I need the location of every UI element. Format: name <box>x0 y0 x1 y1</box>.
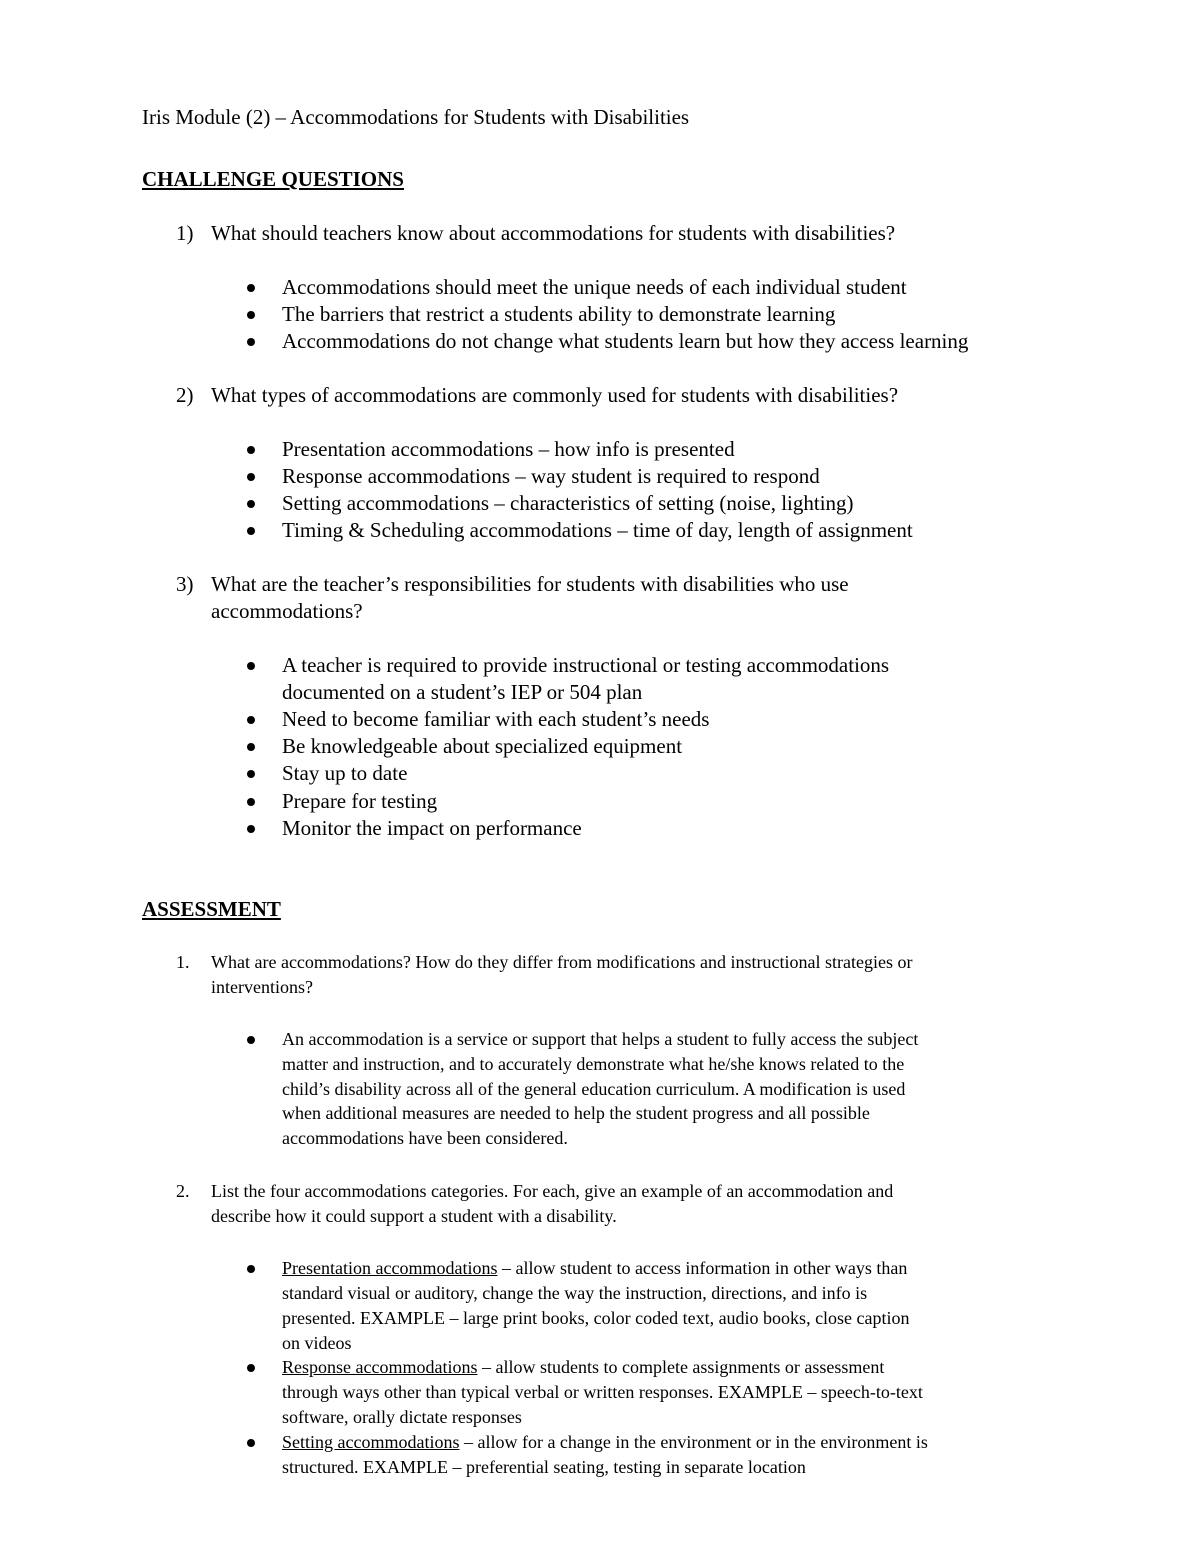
q2-bullet-text: Timing & Scheduling accommodations – time of day, length of assignment <box>282 518 913 542</box>
response-line: software, orally dictate responses <box>282 1407 522 1427</box>
presentation-line: on videos <box>282 1333 352 1353</box>
q3-bullet <box>247 815 582 842</box>
q2-bullet <box>247 436 735 463</box>
q1-bullet-text: Accommodations should meet the unique needs of each individual student <box>282 275 907 299</box>
presentation-line: presented. EXAMPLE – large print books, color coded text, audio books, close caption <box>282 1308 910 1328</box>
q1-bullet-text: The barriers that restrict a students ability to demonstrate learning <box>282 302 836 326</box>
question-2-text: What types of accommodations are commonly used for students with disabilities? <box>211 383 899 407</box>
response-term: Response accommodations <box>282 1357 478 1377</box>
q2-bullet <box>247 463 820 490</box>
q3-bullet-text: Prepare for testing <box>282 789 438 813</box>
a1-answer-line: An accommodation is a service or support that helps a student to fully access the subject <box>282 1029 919 1049</box>
q3-bullet <box>247 788 437 815</box>
q1-bullet <box>247 301 835 328</box>
a1-answer-line: when additional measures are needed to help the student progress and all possible <box>282 1103 870 1123</box>
q3-bullet-text: Monitor the impact on performance <box>282 816 582 840</box>
q2-bullet <box>247 517 913 544</box>
q1-bullet <box>247 274 907 301</box>
q1-bullet-text: Accommodations do not change what students learn but how they access learning <box>282 329 969 353</box>
a1-answer-line: child’s disability across all of the general education curriculum. A modification is used <box>282 1079 906 1099</box>
presentation-line-1: – allow student to access information in other ways than <box>497 1258 908 1278</box>
q3-bullet-text: Need to become familiar with each student’s needs <box>282 707 710 731</box>
setting-line: structured. EXAMPLE – preferential seating, testing in separate location <box>282 1457 806 1477</box>
q3-bullet <box>247 652 889 679</box>
q3-bullet-text: Be knowledgeable about specialized equipment <box>282 734 683 758</box>
challenge-questions-heading: CHALLENGE QUESTIONS <box>142 167 404 191</box>
setting-term: Setting accommodations <box>282 1432 460 1452</box>
assessment-2-number: 2. <box>176 1181 190 1201</box>
question-1-text: What should teachers know about accommodations for students with disabilities? <box>211 221 896 245</box>
response-line-1: – allow students to complete assignments or assessment <box>477 1357 885 1377</box>
a1-answer-line: matter and instruction, and to accurately demonstrate what he/she knows related to the <box>282 1054 905 1074</box>
assessment-heading: ASSESSMENT <box>142 897 281 921</box>
assessment-2-line-1: List the four accommodations categories. For each, give an example of an accommodation and <box>211 1181 894 1201</box>
a1-answer-bullet <box>247 1027 918 1052</box>
q3-bullet <box>247 760 407 787</box>
assessment-1-line-1: What are accommodations? How do they differ from modifications and instructional strategies or <box>211 952 913 972</box>
q2-bullet-text: Presentation accommodations – how info is presented <box>282 437 735 461</box>
q2-bullet-text: Response accommodations – way student is required to respond <box>282 464 820 488</box>
q3-bullet <box>247 706 709 733</box>
question-3-text-line-2: accommodations? <box>211 599 363 623</box>
a1-answer-line: accommodations have been considered. <box>282 1128 568 1148</box>
q1-bullet <box>247 328 968 355</box>
presentation-bullet <box>247 1256 907 1281</box>
q3-bullet-text: Stay up to date <box>282 761 408 785</box>
response-line: through ways other than typical verbal or written responses. EXAMPLE – speech-to-text <box>282 1382 923 1402</box>
response-bullet <box>247 1355 884 1380</box>
q3-bullet <box>247 733 682 760</box>
q2-bullet <box>247 490 854 517</box>
question-3-number: 3) <box>176 572 194 596</box>
document-title: Iris Module (2) – Accommodations for Students with Disabilities <box>142 105 690 129</box>
q3-bullet-text: A teacher is required to provide instructional or testing accommodations <box>282 653 890 677</box>
assessment-1-number: 1. <box>176 952 190 972</box>
setting-bullet <box>247 1430 928 1455</box>
q3-bullet-continuation: documented on a student’s IEP or 504 plan <box>282 680 643 704</box>
setting-line-1: – allow for a change in the environment or in the environment is <box>459 1432 928 1452</box>
question-3-text-line-1: What are the teacher’s responsibilities for students with disabilities who use <box>211 572 849 596</box>
assessment-1-line-2: interventions? <box>211 977 313 997</box>
assessment-2-line-2: describe how it could support a student with a disability. <box>211 1206 617 1226</box>
presentation-term: Presentation accommodations <box>282 1258 498 1278</box>
q2-bullet-text: Setting accommodations – characteristics of setting (noise, lighting) <box>282 491 854 515</box>
question-2-number: 2) <box>176 383 194 407</box>
presentation-line: standard visual or auditory, change the way the instruction, directions, and info is <box>282 1283 868 1303</box>
question-1-number: 1) <box>176 221 194 245</box>
